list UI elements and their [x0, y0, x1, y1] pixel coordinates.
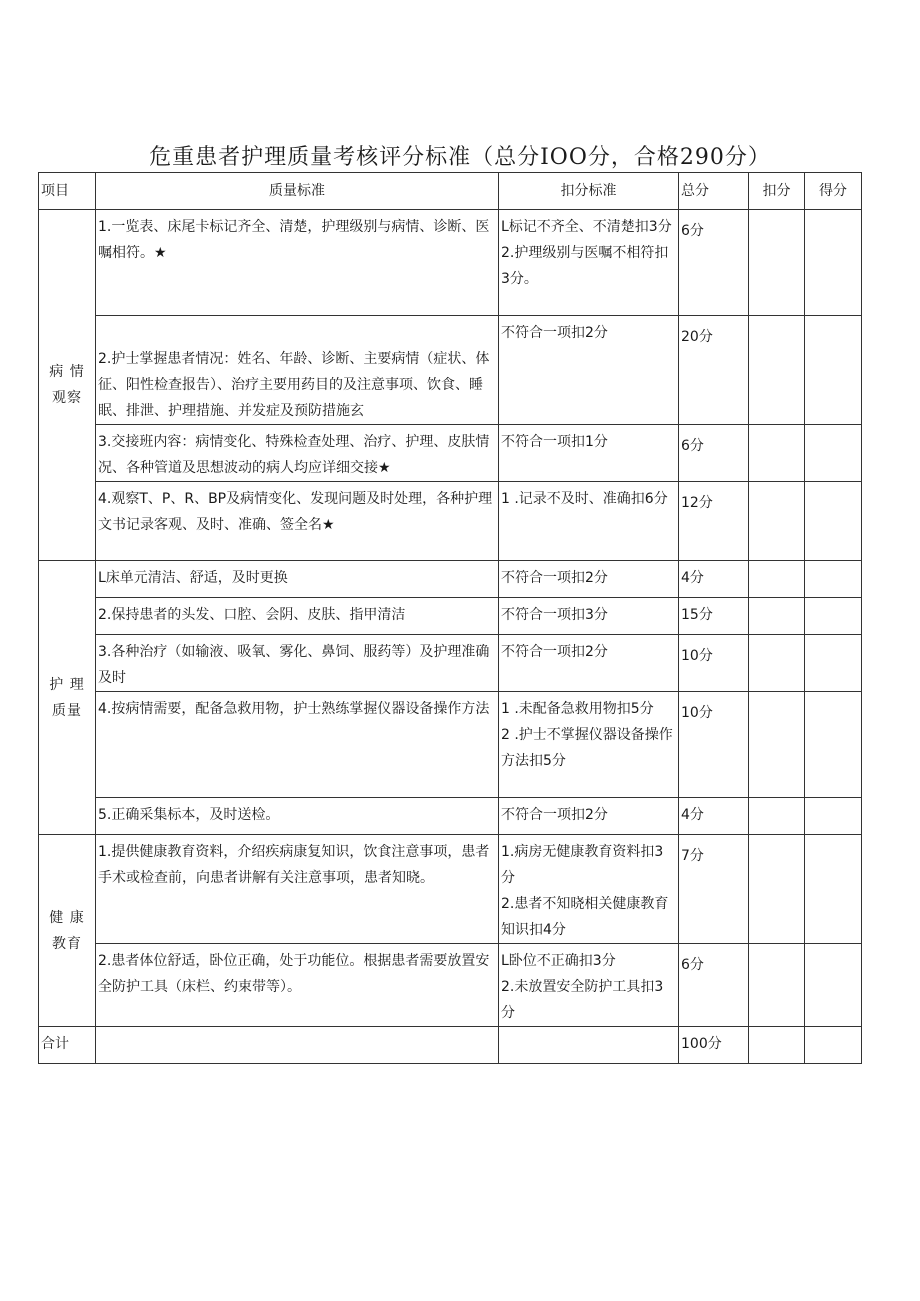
minus-cell[interactable] [749, 798, 805, 835]
score-cell[interactable] [805, 692, 862, 798]
standard-cell: 2.护士掌握患者情况：姓名、年龄、诊断、主要病情（症状、体征、阳性检查报告）、治疗主要用药目的及注意事项、饮食、睡眠、排泄、护理措施、并发症及预防措施玄 [96, 316, 499, 425]
score-cell[interactable] [805, 316, 862, 425]
total-cell: 12分 [679, 482, 749, 561]
total-cell: 15分 [679, 598, 749, 635]
minus-cell[interactable] [749, 210, 805, 316]
standard-cell: 2.保持患者的头发、口腔、会阴、皮肤、指甲清洁 [96, 598, 499, 635]
header-deduction: 扣分标准 [499, 173, 679, 210]
footer-total: 100分 [679, 1027, 749, 1064]
score-cell[interactable] [805, 482, 862, 561]
table-row [39, 598, 862, 635]
minus-cell[interactable] [749, 482, 805, 561]
total-cell: 20分 [679, 316, 749, 425]
deduction-cell: 1.病房无健康教育资料扣3分 2.患者不知晓相关健康教育知识扣4分 [499, 835, 679, 944]
header-row [39, 173, 862, 210]
table-row [39, 316, 862, 425]
score-cell[interactable] [805, 210, 862, 316]
minus-cell[interactable] [749, 561, 805, 598]
score-cell[interactable] [805, 425, 862, 482]
category-nursing-quality: 护 理 质量 [39, 561, 96, 835]
standard-cell: 3.交接班内容：病情变化、特殊检查处理、治疗、护理、皮肤情况、各种管道及思想波动的病人均应详细交接★ [96, 425, 499, 482]
header-minus: 扣分 [749, 173, 805, 210]
category-observation: 病 情 观察 [39, 210, 96, 561]
table-row [39, 835, 862, 944]
score-cell[interactable] [805, 835, 862, 944]
score-cell[interactable] [805, 598, 862, 635]
category-health-education: 健 康 教育 [39, 835, 96, 1027]
table-row [39, 482, 862, 561]
header-standard: 质量标准 [96, 173, 499, 210]
table-row [39, 798, 862, 835]
table-row [39, 210, 862, 316]
standard-cell: 2.患者体位舒适，卧位正确，处于功能位。根据患者需要放置安全防护工具（床栏、约束带等）。 [96, 944, 499, 1027]
standard-cell: 1.提供健康教育资料，介绍疾病康复知识，饮食注意事项，患者手术或检查前，向患者讲解有关注意事项，患者知晓。 [96, 835, 499, 944]
header-item: 项目 [39, 173, 96, 210]
standard-cell: 3.各种治疗（如输液、吸氧、雾化、鼻饲、服药等）及护理准确及时 [96, 635, 499, 692]
total-cell: 7分 [679, 835, 749, 944]
deduction-cell: 不符合一项扣2分 [499, 635, 679, 692]
total-cell: 10分 [679, 692, 749, 798]
total-cell: 4分 [679, 798, 749, 835]
deduction-cell: L标记不齐全、不清楚扣3分 2.护理级别与医嘱不相符扣3分。 [499, 210, 679, 316]
standard-cell: 5.正确采集标本，及时送检。 [96, 798, 499, 835]
score-cell[interactable] [805, 798, 862, 835]
standard-cell: 4.按病情需要，配备急救用物，护士熟练掌握仪器设备操作方法 [96, 692, 499, 798]
deduction-cell: 1 .记录不及时、准确扣6分 [499, 482, 679, 561]
deduction-cell: 不符合一项扣1分 [499, 425, 679, 482]
score-cell[interactable] [805, 561, 862, 598]
deduction-cell: 不符合一项扣2分 [499, 561, 679, 598]
total-cell: 6分 [679, 210, 749, 316]
minus-cell[interactable] [749, 1027, 805, 1064]
standard-cell: 4.观察T、P、R、BP及病情变化、发现问题及时处理，各种护理文书记录客观、及时、准确、签全名★ [96, 482, 499, 561]
table-row [39, 944, 862, 1027]
table-row [39, 561, 862, 598]
deduction-cell: L卧位不正确扣3分 2.未放置安全防护工具扣3分 [499, 944, 679, 1027]
score-cell[interactable] [805, 1027, 862, 1064]
deduction-cell: 不符合一项扣2分 [499, 316, 679, 425]
minus-cell[interactable] [749, 835, 805, 944]
table-row [39, 635, 862, 692]
minus-cell[interactable] [749, 316, 805, 425]
standard-cell: 1.一览表、床尾卡标记齐全、清楚，护理级别与病情、诊断、医嘱相符。★ [96, 210, 499, 316]
score-cell[interactable] [805, 635, 862, 692]
header-total: 总分 [679, 173, 749, 210]
minus-cell[interactable] [749, 635, 805, 692]
total-cell: 6分 [679, 944, 749, 1027]
minus-cell[interactable] [749, 944, 805, 1027]
total-cell: 6分 [679, 425, 749, 482]
score-cell[interactable] [805, 944, 862, 1027]
page-title: 危重患者护理质量考核评分标准（总分IOO分，合格290分） [149, 145, 771, 170]
table-row [39, 425, 862, 482]
header-score: 得分 [805, 173, 862, 210]
footer-label: 合计 [39, 1027, 96, 1064]
minus-cell[interactable] [749, 425, 805, 482]
deduction-cell: 1 .未配备急救用物扣5分 2 .护士不掌握仪器设备操作方法扣5分 [499, 692, 679, 798]
deduction-cell: 不符合一项扣3分 [499, 598, 679, 635]
total-cell: 10分 [679, 635, 749, 692]
table-row [39, 692, 862, 798]
total-cell: 4分 [679, 561, 749, 598]
deduction-cell: 不符合一项扣2分 [499, 798, 679, 835]
total-row [39, 1027, 862, 1064]
scoring-table [38, 172, 862, 1064]
standard-cell: L床单元清洁、舒适，及时更换 [96, 561, 499, 598]
minus-cell[interactable] [749, 598, 805, 635]
minus-cell[interactable] [749, 692, 805, 798]
